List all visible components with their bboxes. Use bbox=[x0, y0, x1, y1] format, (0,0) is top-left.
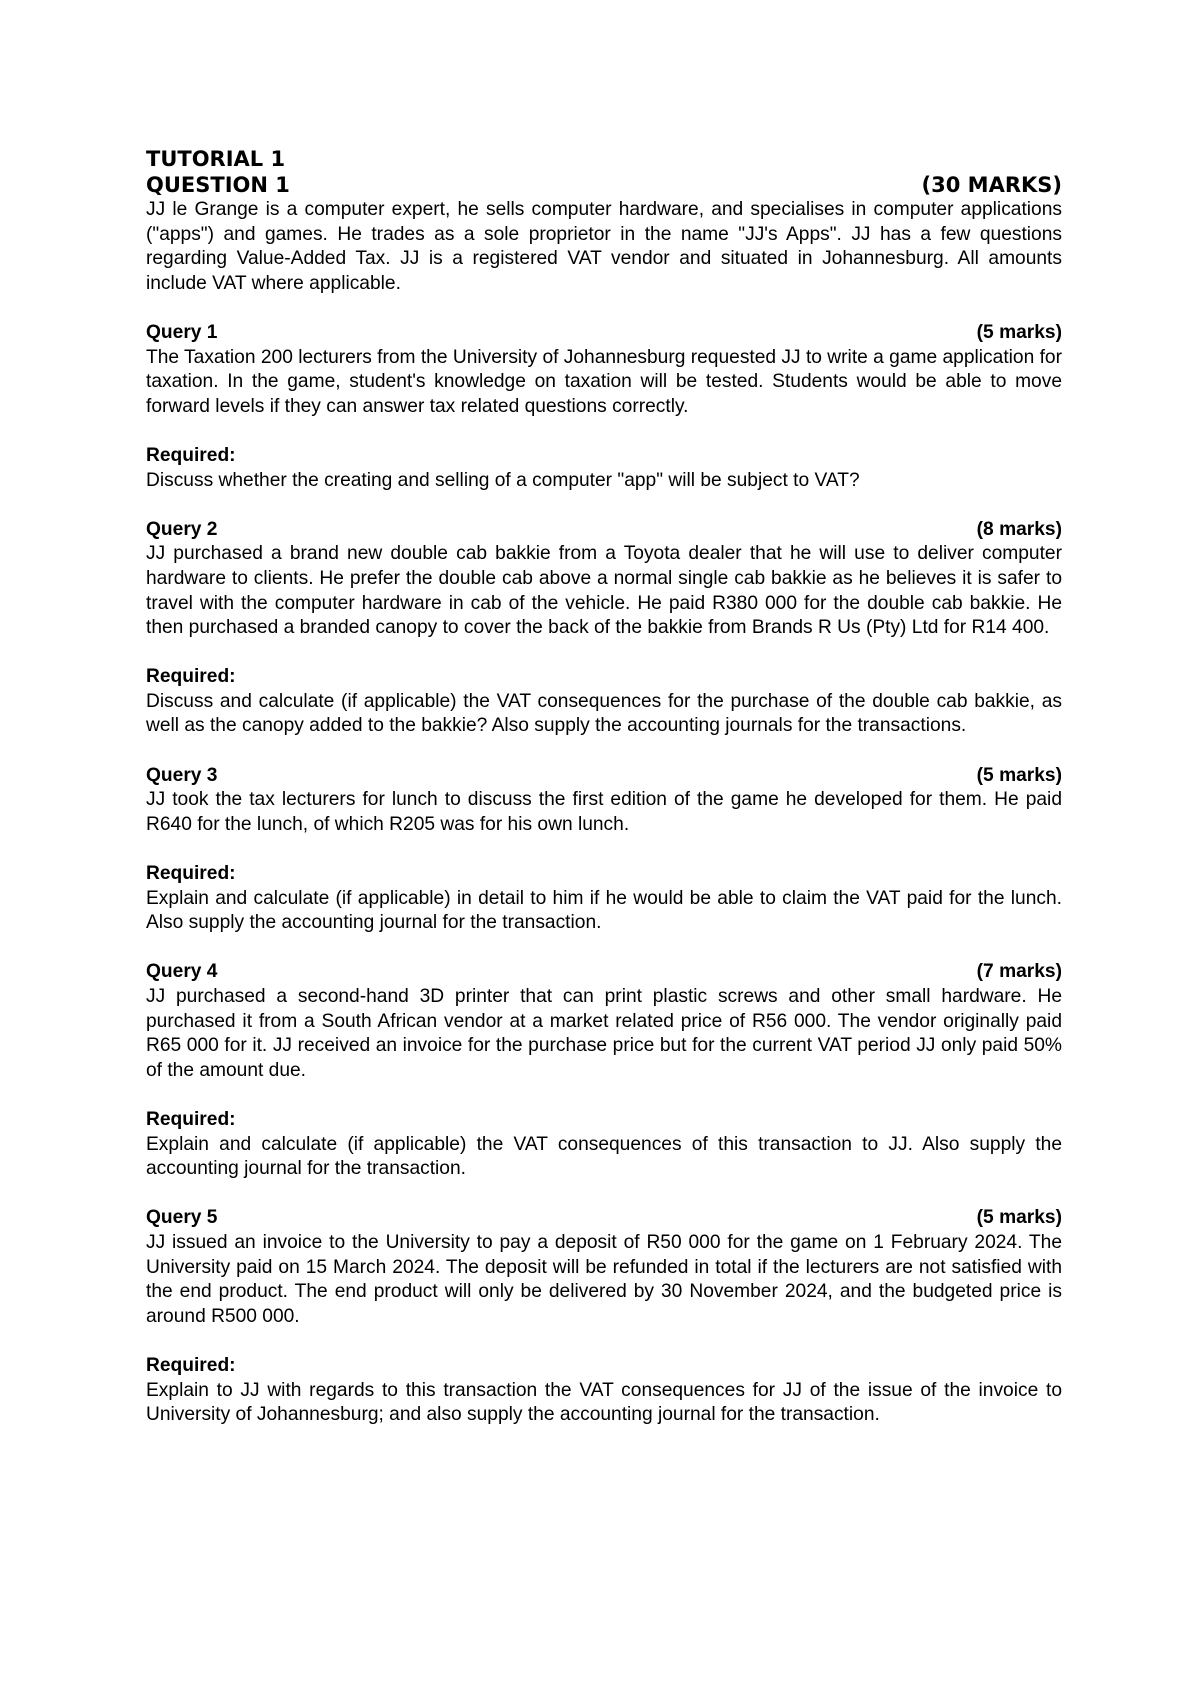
required-label: Required: bbox=[146, 863, 236, 885]
query-label: Query 1 bbox=[146, 321, 218, 343]
query-4-section bbox=[146, 960, 1062, 1181]
query-heading bbox=[146, 321, 1062, 346]
required-text: Explain and calculate (if applicable) in detail to him if he would be able to claim the VAT paid for the lunch. Also supply the accounting journal for the transaction. bbox=[146, 887, 1062, 934]
query-1-section bbox=[146, 321, 1062, 493]
required-text: Discuss and calculate (if applicable) the VAT consequences for the purchase of the double cab bakkie, as well as the canopy added to the bakkie? Also supply the accounting journals for the transactions. bbox=[146, 690, 1062, 737]
question-label: QUESTION 1 bbox=[146, 173, 290, 197]
required-text: Discuss whether the creating and selling of a computer "app" will be subject to VAT? bbox=[146, 469, 860, 491]
query-body: JJ took the tax lecturers for lunch to discuss the first edition of the game he developed for them. He paid R640 for the lunch, of which R205 was for his own lunch. bbox=[146, 789, 1062, 835]
query-heading bbox=[146, 518, 1062, 543]
query-heading bbox=[146, 960, 1062, 985]
query-body: JJ issued an invoice to the University to pay a deposit of R50 000 for the game on 1 February 2024. The University paid on 15 March 2024. The deposit will be refunded in total if the lecturers are not satisfied with the end product. The end product will only be delivered by 30 November 2024, and the budgeted price is around R500 000. bbox=[146, 1231, 1062, 1327]
query-3-section bbox=[146, 764, 1062, 936]
required-text: Explain and calculate (if applicable) the VAT consequences of this transaction to JJ. Also supply the accounting journal for the transaction. bbox=[146, 1133, 1062, 1180]
query-label: Query 3 bbox=[146, 764, 218, 786]
query-marks: (5 marks) bbox=[976, 764, 1062, 786]
intro-paragraph: JJ le Grange is a computer expert, he sells computer hardware, and specialises in computer applications ("apps") and games. He trades as a sole proprietor in the name "JJ's Apps". JJ has a few questions regarding Value-Added Tax. JJ is a registered VAT vendor and situated in Johannesburg. All amounts include VAT where applicable. bbox=[146, 199, 1062, 294]
query-2-section bbox=[146, 518, 1062, 739]
query-marks: (8 marks) bbox=[976, 518, 1062, 540]
tutorial-title: TUTORIAL 1 bbox=[146, 147, 286, 171]
query-body: The Taxation 200 lecturers from the University of Johannesburg requested JJ to write a game application for taxation. In the game, student's knowledge on taxation will be tested. Students would be able to move forward levels if they can answer tax related questions correctly. bbox=[146, 346, 1062, 417]
query-label: Query 2 bbox=[146, 518, 218, 540]
question-marks: (30 MARKS) bbox=[921, 173, 1062, 197]
query-heading bbox=[146, 764, 1062, 789]
query-marks: (5 marks) bbox=[976, 1207, 1062, 1229]
query-marks: (5 marks) bbox=[976, 321, 1062, 343]
required-label: Required: bbox=[146, 444, 236, 466]
question-heading bbox=[146, 172, 1062, 198]
required-label: Required: bbox=[146, 666, 236, 688]
required-label: Required: bbox=[146, 1108, 236, 1130]
query-body: JJ purchased a second-hand 3D printer that can print plastic screws and other small hardware. He purchased it from a South African vendor at a market related price of R56 000. The vendor originally paid R65 000 for it. JJ received an invoice for the purchase price but for the current VAT period JJ only paid 50% of the amount due. bbox=[146, 986, 1062, 1081]
document-page bbox=[146, 146, 1062, 1428]
query-marks: (7 marks) bbox=[976, 961, 1062, 983]
query-label: Query 4 bbox=[146, 961, 218, 983]
required-text: Explain to JJ with regards to this transaction the VAT consequences for JJ of the issue of the invoice to University of Johannesburg; and also supply the accounting journal for the transaction. bbox=[146, 1379, 1062, 1426]
required-label: Required: bbox=[146, 1354, 236, 1376]
query-5-section bbox=[146, 1206, 1062, 1427]
query-heading bbox=[146, 1206, 1062, 1231]
query-body: JJ purchased a brand new double cab bakkie from a Toyota dealer that he will use to deliver computer hardware to clients. He prefer the double cab above a normal single cab bakkie as he believes it is safer to travel with the computer hardware in cab of the vehicle. He paid R380 000 for the double cab bakkie. He then purchased a branded canopy to cover the back of the bakkie from Brands R Us (Pty) Ltd for R14 400. bbox=[146, 543, 1062, 639]
query-label: Query 5 bbox=[146, 1207, 218, 1229]
